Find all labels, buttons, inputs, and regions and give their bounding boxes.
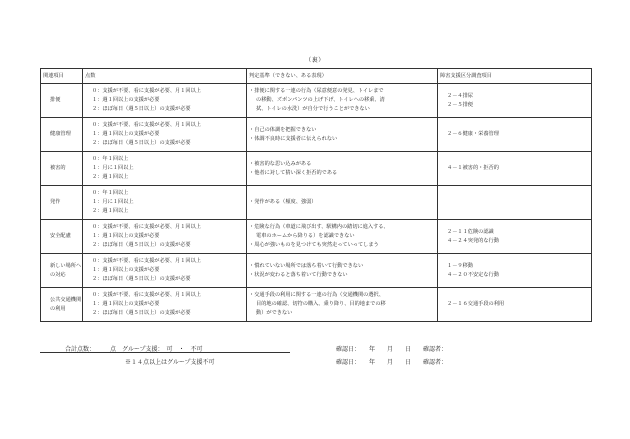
score-cell-line: ２：ほぼ毎日（週５日以上）の支援が必要 [92, 276, 191, 282]
item-cell [41, 220, 83, 254]
criteria-cell [247, 186, 438, 220]
item-cell [41, 186, 83, 220]
criteria-cell-line: 目的地の確認、切符の購入、乗り降り、目的地までの移 [256, 301, 386, 307]
criteria-cell-line: ・危険な行為（車道に飛び出す、駅構内の踏切に進入する、 [249, 224, 389, 230]
score-cell [83, 84, 247, 118]
item-cell-line: 被害的 [50, 165, 66, 171]
item-cell-line: の対応 [50, 271, 66, 278]
group-support-note: ※１４点以上はグループ支援不可 [125, 359, 215, 366]
score-cell [83, 152, 247, 186]
confirm-date-2: 確認日： 年 月 日 確認者： [336, 359, 448, 366]
score-cell [83, 220, 247, 254]
header-score: 点数 [83, 69, 247, 84]
survey-code-cell [438, 84, 592, 118]
item-cell [41, 84, 83, 118]
criteria-cell-line: ・発作がある（頻度、強弱） [249, 199, 317, 205]
table-header-row [41, 69, 592, 84]
score-cell-line: ０：支援が不要、看に支援が必要、月１回以上 [92, 224, 201, 230]
criteria-cell-line: ・他者に対して猜い深く拒否的である [249, 169, 338, 176]
criteria-cell-line: ・自己の体調を把握できない [249, 126, 317, 133]
total-score-label: 合計点数： 点 グループ支援： 可 ・ 不可 [65, 346, 203, 353]
header-related-item: 関連項目 [41, 69, 83, 84]
criteria-cell [247, 254, 438, 288]
score-cell-line: ２：ほぼ毎日（週５日以上）の支援が必要 [92, 310, 191, 316]
table-row [41, 84, 592, 118]
score-cell [83, 118, 247, 152]
header-criteria: 判定基準（できない、ある表現） [247, 69, 438, 84]
table-row [41, 118, 592, 152]
score-cell [83, 186, 247, 220]
score-cell-line: ０：年１回以上 [92, 156, 129, 162]
survey-code-cell [438, 118, 592, 152]
criteria-cell-line: ・交通手段の利用に関する一連の行為（交通機関の選択、 [249, 292, 384, 298]
item-cell-line: 発作 [50, 199, 61, 205]
table-row [41, 152, 592, 186]
table-row [41, 254, 592, 288]
confirm-date-1: 確認日： 年 月 日 確認者： [336, 346, 448, 353]
survey-code-cell-line: ２－５排便 [447, 101, 473, 108]
item-cell-line: 新しい場所へ [50, 262, 82, 269]
survey-code-cell [438, 288, 592, 322]
score-cell-line: １：週１回以上の支援が必要 [92, 233, 160, 239]
score-cell-line: １：週１回以上の支援が必要 [92, 131, 160, 137]
criteria-cell-line: の移動、ズボンパンツの上げ下げ、トイレへの移乗、清 [256, 97, 385, 103]
criteria-cell-line: ・状況が変わると落ち着いて行動できない [249, 271, 348, 278]
score-cell-line: ０：支援が不要、看に支援が必要、月１回以上 [92, 258, 201, 264]
criteria-cell-line: ・被害的な思い込みがある [249, 160, 312, 167]
criteria-cell [247, 84, 438, 118]
criteria-cell-line: ・慣れていない場所では落ち着いて行動できない [249, 262, 364, 269]
table-row [41, 220, 592, 254]
survey-code-cell [438, 152, 592, 186]
score-cell-line: １：週１回以上の支援が必要 [92, 301, 160, 307]
criteria-cell-line: 動）ができない [256, 310, 293, 316]
criteria-cell-line: 拭、トイレの水洗）が自分で行うことができない [256, 106, 370, 112]
survey-code-cell-line: ２－６健康・栄養管理 [447, 131, 499, 137]
assessment-table [40, 68, 592, 322]
score-cell-line: １：週１回以上の支援が必要 [92, 97, 160, 103]
survey-code-cell-line: ４－２０不安定な行動 [447, 271, 499, 278]
survey-code-cell-line: １－９移動 [447, 262, 473, 269]
score-cell-line: ２：週１回以上 [92, 174, 129, 180]
criteria-cell [247, 152, 438, 186]
score-cell-line: ２：ほぼ毎日（週５日以上）の支援が必要 [92, 242, 191, 248]
score-cell-line: ２：週１回以上 [92, 208, 129, 214]
criteria-cell [247, 220, 438, 254]
score-cell-line: ０：支援が不要、看に支援が必要、月１回以上 [92, 122, 201, 128]
score-cell-line: ０：支援が不要、看に支援が必要、月１回以上 [92, 88, 201, 94]
page-title: （裏） [305, 57, 325, 64]
item-cell-line: 健康管理 [50, 131, 71, 137]
survey-code-cell-line: ４－１被害的・拒否的 [447, 165, 499, 171]
score-cell-line: ０：支援が不要、看に支援が必要、月１回以上 [92, 292, 201, 298]
header-survey-item: 障害支援区分調査項目 [438, 69, 592, 84]
survey-code-cell [438, 186, 592, 220]
criteria-cell-line: ・排便に関する一連の行為（尿意便意の発見、トイレまで [249, 88, 384, 94]
table-row [41, 288, 592, 322]
criteria-cell-line: ・体調不良時に支援者に伝えられない [249, 135, 338, 142]
score-cell-line: ２：ほぼ毎日（週５日以上）の支援が必要 [92, 140, 191, 146]
criteria-cell [247, 288, 438, 322]
survey-code-cell-line: ２－１６交通手段の利用 [447, 301, 505, 307]
item-cell [41, 254, 83, 288]
criteria-cell [247, 118, 438, 152]
item-cell-line: 安全配慮 [50, 233, 71, 239]
score-cell [83, 254, 247, 288]
score-cell-line: ２：ほぼ毎日（週５日以上）の支援が必要 [92, 106, 191, 112]
score-cell-line: １：週１回以上の支援が必要 [92, 267, 160, 273]
score-cell-line: １：月に１回以上 [92, 199, 134, 205]
item-cell [41, 118, 83, 152]
table-row [41, 186, 592, 220]
item-cell-line: 公共交通機関 [50, 296, 82, 303]
score-cell [83, 288, 247, 322]
score-cell-line: １：月に１回以上 [92, 165, 134, 171]
score-cell-line: ０：年１回以上 [92, 190, 129, 196]
survey-code-cell-line: ４－２４突発的な行動 [447, 237, 499, 244]
criteria-cell-line: 電車のホームから降りる）を認識できない [256, 233, 355, 239]
criteria-cell-line: ・周心が強いものを見つけても突然走っていってしまう [249, 242, 379, 248]
item-cell [41, 152, 83, 186]
item-cell [41, 288, 83, 322]
survey-code-cell [438, 254, 592, 288]
item-cell-line: の利用 [50, 305, 66, 312]
survey-code-cell-line: ２－１１危険の認識 [447, 228, 494, 235]
survey-code-cell-line: ２－４排尿 [447, 92, 473, 99]
item-cell-line: 排便 [50, 97, 61, 103]
survey-code-cell [438, 220, 592, 254]
